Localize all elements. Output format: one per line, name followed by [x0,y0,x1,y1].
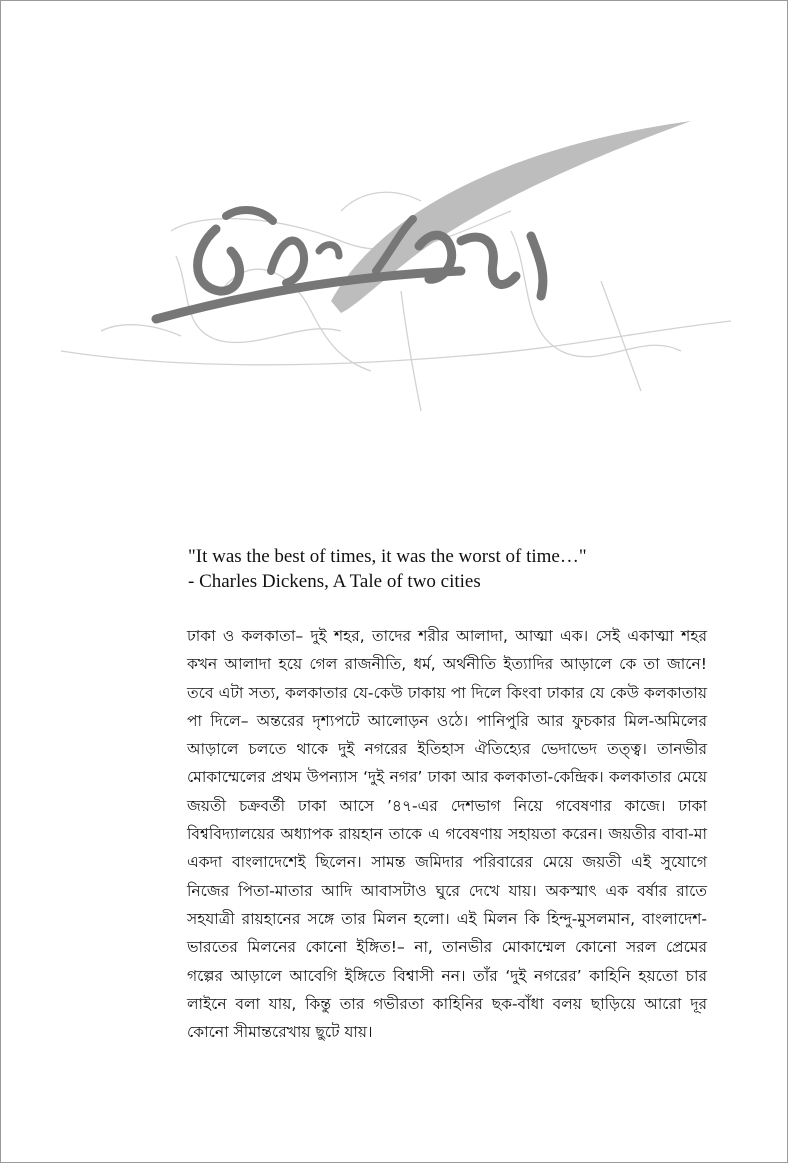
quote-attribution: - Charles Dickens, A Tale of two cities [188,571,481,592]
logo-lettering: প্রাক্-কথন [41,91,46,92]
calligraphy-title-logo [41,91,741,431]
quote-text: "It was the best of times, it was the worst of time…" [188,546,587,567]
blurb-paragraph: ঢাকা ও কলকাতা– দুই শহর, তাদের শরীর আলাদা, আত্মা এক। সেই একাত্মা শহর কখন আলাদা হয়ে গেল রাজনীতি, ধর্ম, অর্থনীতি ইত্যাদির আড়ালে কে তা জানে! তবে এটা সত্য, কলকাতার যে-কেউ ঢাকায় পা দিলে কিংবা ঢাকার যে কেউ কলকাতায় পা দিলে– অন্তরের দৃশ্যপটে আলোড়ন ওঠে। পানিপুরি আর ফুচকার মিল-অমিলের আড়ালে চলতে থাকে দুই নগরের ইতিহাস ঐতিহ্যের ভেদাভেদ তত্ত্ব। তানভীর মোকাম্মেলের প্রথম উপন্যাস ‘দুই নগর’ ঢাকা আর কলকাতা-কেন্দ্রিক। কলকাতার মেয়ে জয়তী চক্রবর্তী ঢাকা আসে ’৪৭-এর দেশভাগ নিয়ে গবেষণার কাজে। ঢাকা বিশ্ববিদ্যালয়ের অধ্যাপক রায়হান তাকে এ গবেষণায় সহায়তা করেন। জয়তীর বাবা-মা একদা বাংলাদেশেই ছিলেন। সামন্ত জমিদার পরিবারের মেয়ে জয়তী এই সুযোগে নিজের পিতা-মাতার আদি আবাসটাও ঘুরে দেখে যায়। অকস্মাৎ এক বর্ষার রাতে সহযাত্রী রায়হানের সঙ্গে তার মিলন হলো। এই মিলন কি হিন্দু-মুসলমান, বাংলাদেশ-ভারতের মিলনের কোনো ইঙ্গিত!– না, তানভীর মোকাম্মেল কোনো সরল প্রেমের গল্পের আড়ালে আবেগি ইঙ্গিতে বিশ্বাসী নন। তাঁর ‘দুই নগরের’ কাহিনি হয়তো চার লাইনে বলা যায়, কিন্তু তার গভীরতা কাহিনির ছক-বাঁধা বলয় ছাড়িয়ে আরো দূর কোনো সীমান্তরেখায় ছুটে যায়। [187,627,707,1042]
sketch-strokes [61,192,731,411]
epigraph-quote [188,544,748,594]
